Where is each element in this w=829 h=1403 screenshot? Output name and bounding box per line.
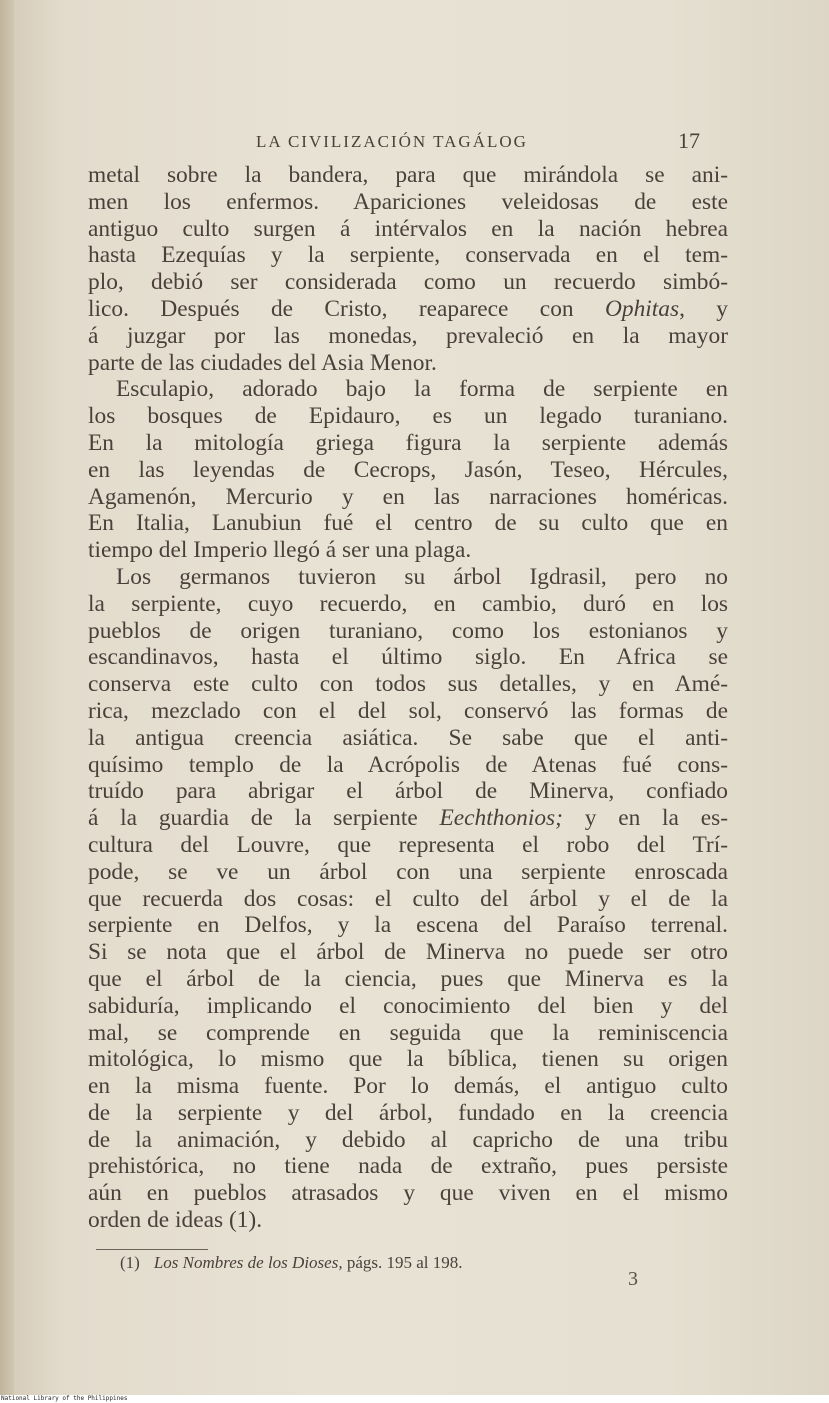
text-line: cultura del Louvre, que representa el robo del Trí- (88, 831, 728, 858)
library-credit: National Library of the Philippines (1, 1395, 128, 1402)
footnote-pages: págs. 195 al 198. (342, 1253, 463, 1272)
text-line: la antigua creencia asiática. Se sabe que el anti- (88, 724, 728, 751)
text-segment: , y (679, 295, 728, 322)
body-text (88, 162, 728, 1234)
text-line: pueblos de origen turaniano, como los estonianos y (88, 617, 728, 644)
text-line: que recuerda dos cosas: el culto del árbol y el de la (88, 885, 728, 912)
text-line: Los germanos tuvieron su árbol Igdrasil, pero no (116, 563, 728, 590)
text-line: parte de las ciudades del Asia Menor. (88, 349, 437, 376)
text-line: en las leyendas de Cecrops, Jasón, Teseo, Hércules, (88, 456, 728, 483)
text-line: mitológica, lo mismo que la bíblica, tienen su origen (88, 1046, 728, 1073)
text-line: que el árbol de la ciencia, pues que Minerva es la (88, 965, 728, 992)
text-line: en la misma fuente. Por lo demás, el antiguo culto (88, 1073, 728, 1100)
text-line: sabiduría, implicando el conocimiento del bien y del (88, 992, 728, 1019)
text-line: truído para abrigar el árbol de Minerva, confiado (88, 778, 728, 805)
text-line (88, 296, 728, 323)
text-line: escandinavos, hasta el último siglo. En Africa se (88, 644, 728, 671)
text-segment: á la guardia de la serpiente (88, 805, 440, 832)
signature-mark: 3 (628, 1268, 638, 1290)
text-line: En la mitología griega figura la serpiente además (88, 429, 728, 456)
library-credit-strip (0, 1395, 829, 1403)
text-line: tiempo del Imperio llegó á ser una plaga. (88, 537, 472, 564)
running-head (88, 128, 702, 162)
text-line: men los enfermos. Apariciones veleidosas de este (88, 188, 728, 215)
text-line: orden de ideas (1). (88, 1207, 263, 1234)
text-line: de la animación, y debido al capricho de una tribu (88, 1126, 728, 1153)
page-number: 17 (678, 128, 700, 153)
footnote-ref: (1) (120, 1253, 140, 1272)
text-line: rica, mezclado con el del sol, conservó las formas de (88, 697, 728, 724)
text-line: conserva este culto con todos sus detalles, y en Amé- (88, 671, 728, 698)
text-line: pode, se ve un árbol con una serpiente enroscada (88, 858, 728, 885)
text-line: En Italia, Lanubiun fué el centro de su culto que en (88, 510, 728, 537)
text-line: mal, se comprende en seguida que la reminiscencia (88, 1019, 728, 1046)
text-segment: y en la es- (562, 805, 728, 832)
running-title: LA CIVILIZACIÓN TAGÁLOG (256, 132, 528, 151)
text-line: metal sobre la bandera, para que mirándola se ani- (88, 162, 728, 188)
text-line: Esculapio, adorado bajo la forma de serpiente en (116, 376, 728, 403)
text-line: prehistórica, no tiene nada de extraño, pues persiste (88, 1153, 728, 1180)
text-line: hasta Ezequías y la serpiente, conservada en el tem- (88, 242, 728, 269)
footnote (120, 1253, 463, 1273)
text-line: la serpiente, cuyo recuerdo, en cambio, duró en los (88, 590, 728, 617)
footnote-divider (96, 1249, 208, 1250)
text-line: de la serpiente y del árbol, fundado en la creencia (88, 1099, 728, 1126)
text-line: aún en pueblos atrasados y que viven en el mismo (88, 1180, 728, 1207)
text-line: quísimo templo de la Acrópolis de Atenas fué cons- (88, 751, 728, 778)
italic-term: Ophitas (604, 295, 680, 322)
text-line: antiguo culto surgen á intérvalos en la nación hebrea (88, 215, 728, 242)
text-line: serpiente en Delfos, y la escena del Paraíso terrenal. (88, 912, 728, 939)
text-line: los bosques de Epidauro, es un legado turaniano. (88, 403, 728, 430)
italic-term: Eechthonios; (439, 805, 563, 832)
text-segment: lico. Después de Cristo, reaparece con (88, 295, 605, 322)
text-line (88, 805, 728, 832)
text-line: Si se nota que el árbol de Minerva no puede ser otro (88, 939, 728, 966)
text-line: á juzgar por las monedas, prevaleció en la mayor (88, 322, 728, 349)
text-line: plo, debió ser considerada como un recuerdo simbó- (88, 269, 728, 296)
text-line: Agamenón, Mercurio y en las narraciones homéricas. (88, 483, 728, 510)
footnote-source: Los Nombres de los Dioses, (153, 1253, 343, 1272)
